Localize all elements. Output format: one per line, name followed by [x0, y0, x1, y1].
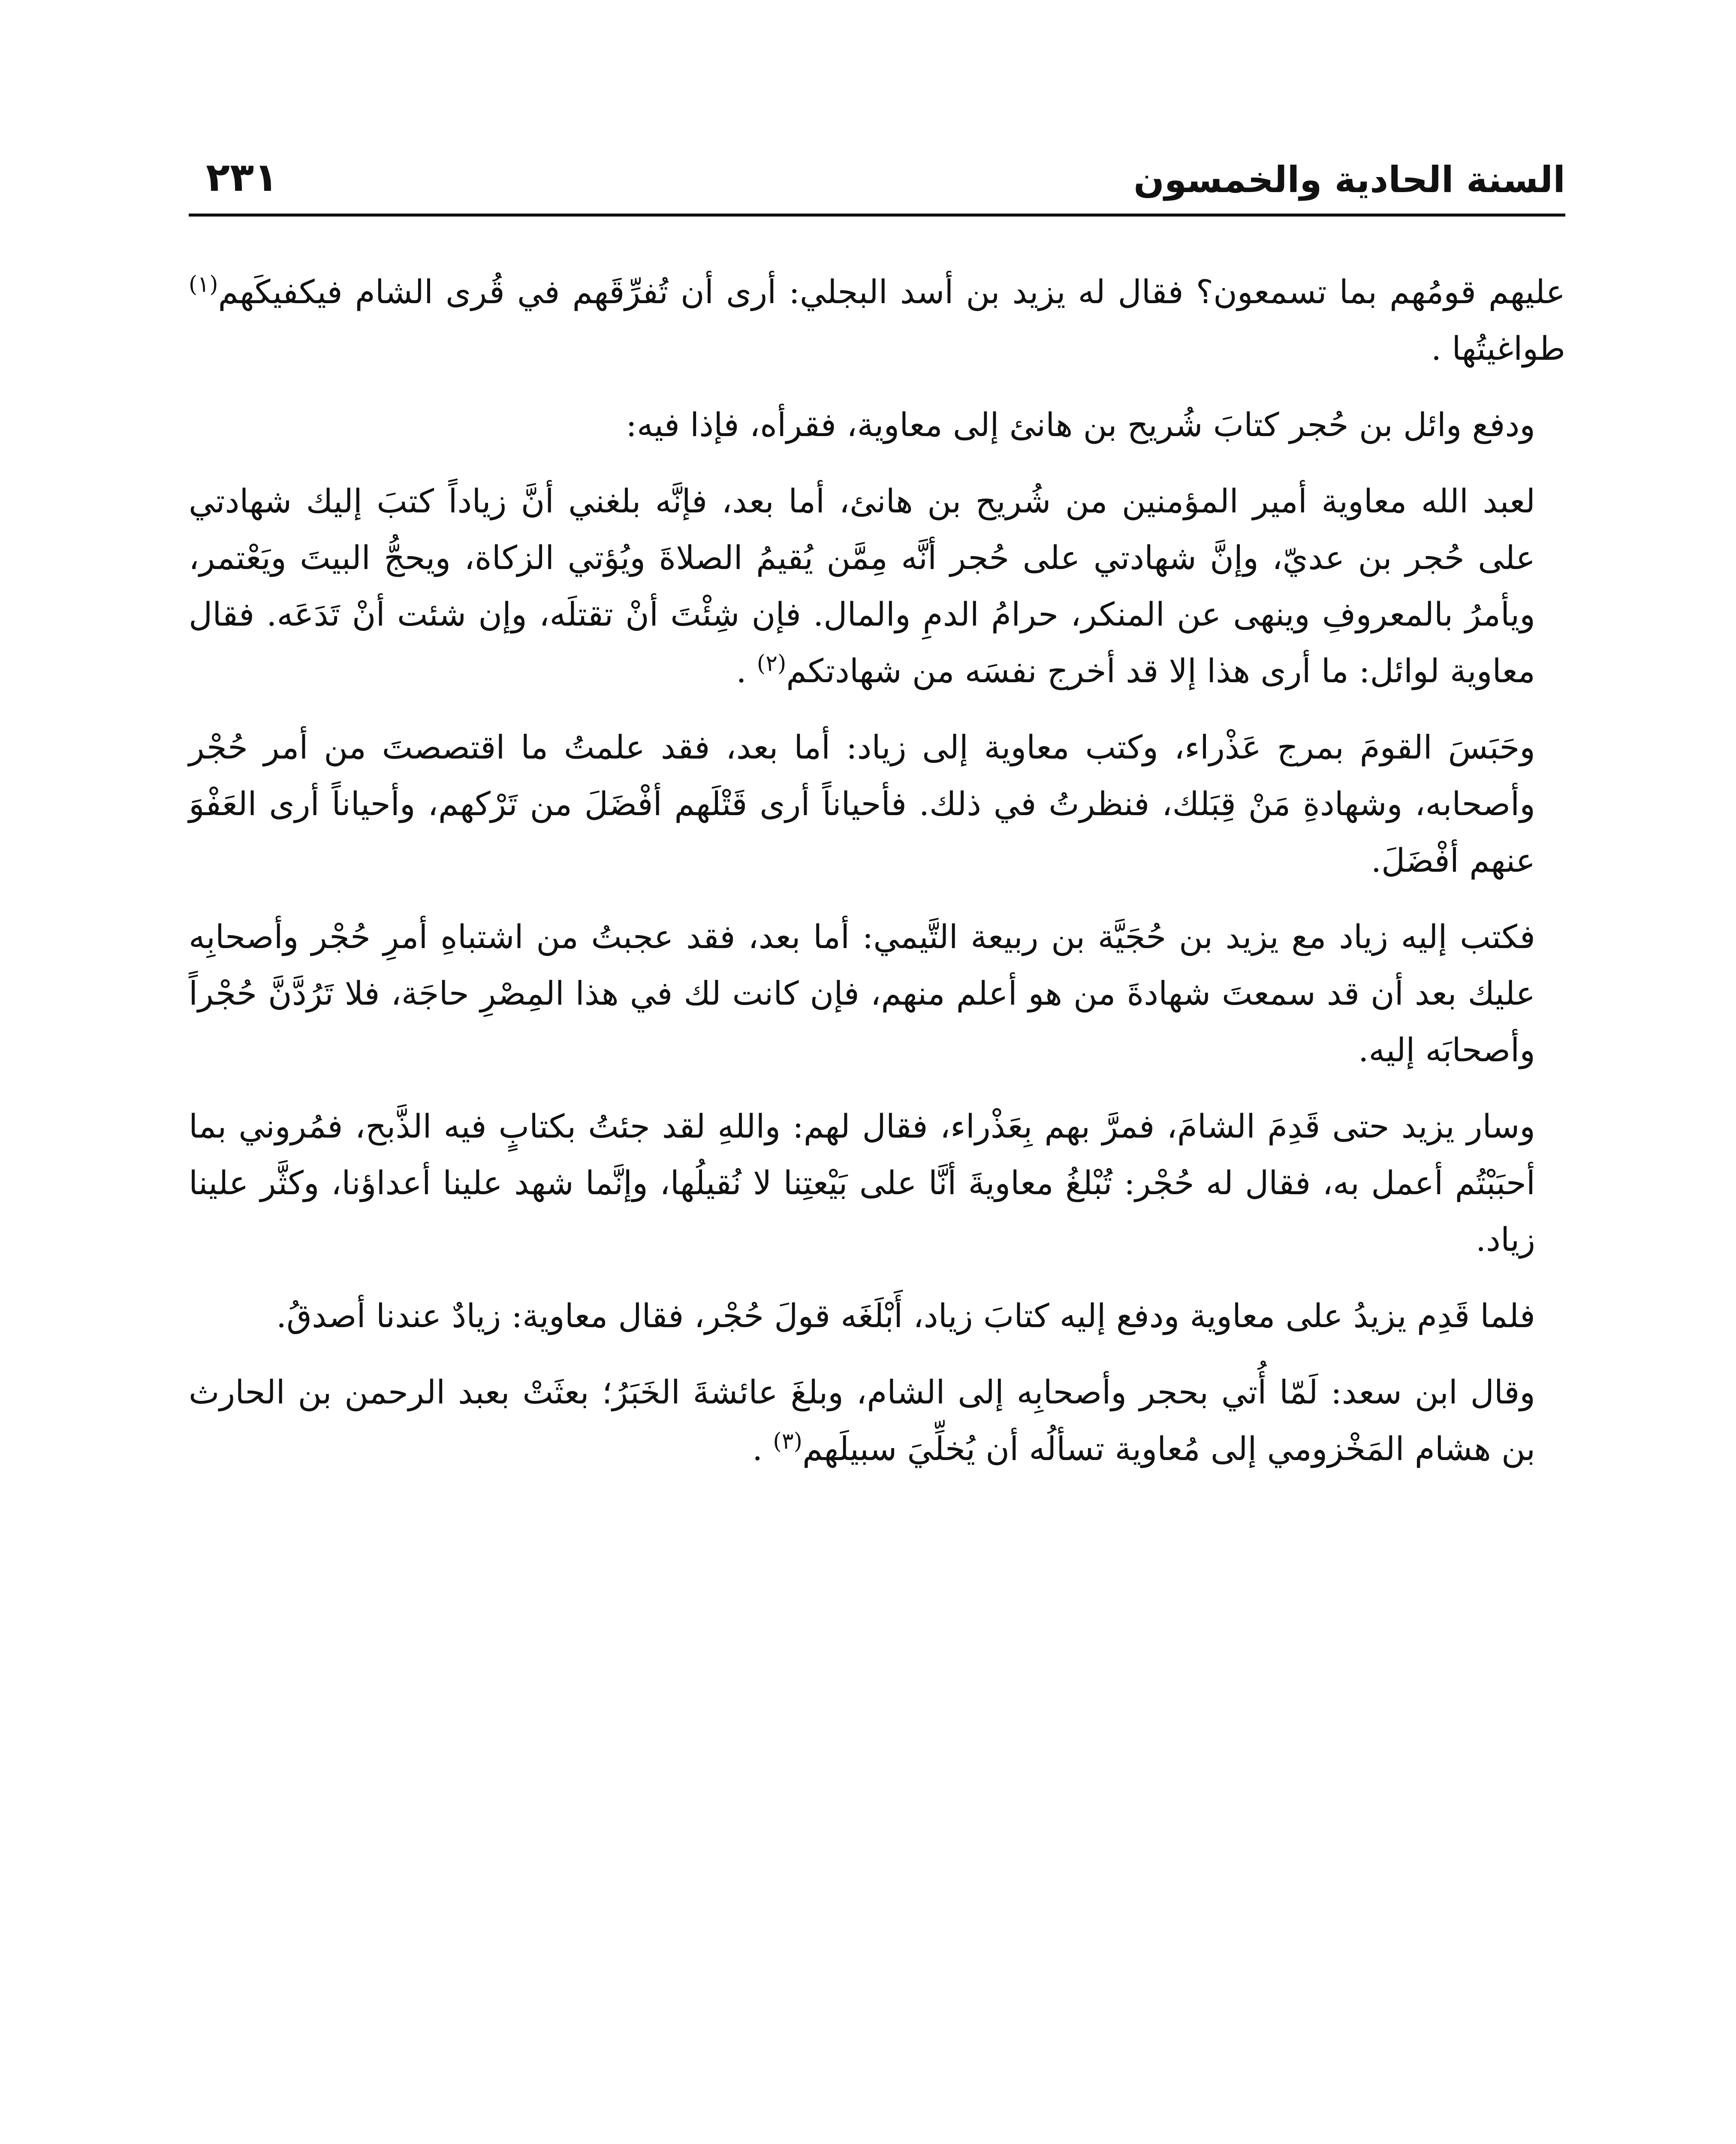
book-page: [189, 142, 1565, 2144]
body-text: [189, 264, 1565, 1497]
paragraph-1: [189, 264, 1565, 377]
page-header: [189, 142, 1565, 214]
paragraph-text: وسار يزيد حتى قَدِمَ الشامَ، فمرَّ بهم بِعَذْراء، فقال لهم: واللهِ لقد جئتُ بكتابٍ فيه الذَّبح، فمُروني بما أحبَبْتُم أعمل به، فقال له حُجْر: تُبْلغُ معاويةَ أنَّا على بَيْعتِنا لا نُقيلُها، وإنَّما شهد علينا أعداؤنا، وكثَّر علينا زياد.: [189, 1107, 1535, 1259]
paragraph-text-after: .: [736, 652, 757, 690]
footnote-ref-2: (٢): [756, 650, 787, 677]
paragraph-text-after: طواغيتُها .: [1431, 329, 1565, 367]
running-title: السنة الحادية والخمسون: [1133, 159, 1565, 201]
paragraph-8: [189, 1364, 1565, 1477]
paragraph-text: وحَبَسَ القومَ بمرج عَذْراء، وكتب معاوية إلى زياد: أما بعد، فقد علمتُ ما اقتصصتَ من أمر حُجْر وأصحابه، وشهادةِ مَنْ قِبَلك، فنظرتُ في ذلك. فأحياناً أرى قَتْلَهم أفْضَلَ من تَرْكهم، وأحياناً أرى العَفْوَ عنهم أفْضَلَ.: [189, 728, 1535, 879]
paragraph-text: فلما قَدِم يزيدُ على معاوية ودفع إليه كتابَ زياد، أَبْلَغَه قولَ حُجْر، فقال معاوية: زيادٌ عندنا أصدقُ.: [276, 1297, 1535, 1335]
paragraph-text-after: .: [752, 1430, 773, 1468]
page-number: ٢٣١: [206, 154, 278, 200]
paragraph-text: لعبد الله معاوية أمير المؤمنين من شُريح بن هانئ، أما بعد، فإنَّه بلغني أنَّ زياداً كتبَ إليك شهادتي على حُجر بن عديّ، وإنَّ شهادتي على حُجر أنَّه مِمَّن يُقيمُ الصلاةَ ويُؤتي الزكاة، ويحجُّ البيتَ ويَعْتمر، ويأمرُ بالمعروفِ وينهى عن المنكر، حرامُ الدمِ والمال. فإن شِئْتَ أنْ تقتلَه، وإن شئت أنْ تَدَعَه. فقال معاوية لوائل: ما أرى هذا إلا قد أخرج نفسَه من شهادتكم: [189, 482, 1535, 690]
paragraph-text: وقال ابن سعد: لَمّا أُتي بحجر وأصحابِه إلى الشام، وبلغَ عائشةَ الخَبَرُ؛ بعثَتْ بعبد الرحمن بن الحارث بن هشام المَخْزومي إلى مُعاوية تسألُه أن يُخلِّيَ سبيلَهم: [189, 1373, 1535, 1468]
paragraph-2: [189, 397, 1565, 453]
header-rule: [189, 214, 1565, 217]
paragraph-5: [189, 909, 1565, 1078]
paragraph-7: [189, 1288, 1565, 1344]
paragraph-text: ودفع وائل بن حُجر كتابَ شُريح بن هانئ إلى معاوية، فقرأه، فإذا فيه:: [626, 406, 1535, 444]
paragraph-3: [189, 473, 1565, 699]
footnote-ref-1: (١): [189, 271, 218, 298]
paragraph-4: [189, 719, 1565, 889]
paragraph-6: [189, 1098, 1565, 1268]
footnote-ref-3: (٣): [773, 1428, 802, 1454]
paragraph-text: فكتب إليه زياد مع يزيد بن حُجَيَّة بن ربيعة التَّيمي: أما بعد، فقد عجبتُ من اشتباهِ أمرِ حُجْر وأصحابِه عليك بعد أن قد سمعتَ شهادةَ من هو أعلم منهم، فإن كانت لك في هذا المِصْرِ حاجَة، فلا تَرُدَّنَّ حُجْراً وأصحابَه إليه.: [189, 918, 1535, 1069]
paragraph-text: عليهم قومُهم بما تسمعون؟ فقال له يزيد بن أسد البجلي: أرى أن تُفرِّقَهم في قُرى الشام فيكفيكَهم: [218, 273, 1565, 311]
